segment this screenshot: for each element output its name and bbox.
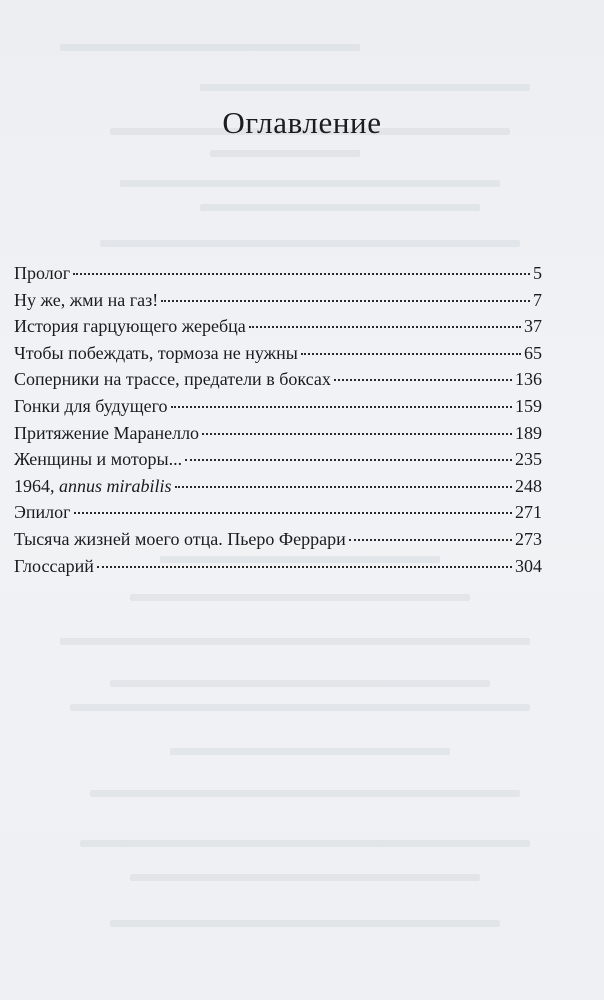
toc-entry-title-plain: 1964,: [14, 475, 59, 496]
toc-entry[interactable]: [14, 446, 542, 473]
toc-entry-page: 189: [515, 422, 542, 443]
toc-entry-title: Пролог: [14, 263, 71, 283]
toc-entry[interactable]: [14, 313, 542, 340]
dot-leader: [249, 325, 521, 328]
toc-entry-page: 159: [515, 395, 542, 416]
toc-entry-title: Чтобы побеждать, тормоза не нужны: [14, 342, 298, 363]
toc-entry-page: 5: [533, 263, 542, 283]
toc-entry-title: Притяжение Маранелло: [14, 422, 200, 443]
toc-entry-page: 65: [524, 342, 542, 363]
toc-entry[interactable]: [14, 499, 542, 526]
toc-entry-title: Тысяча жизней моего отца. Пьеро Феррари: [14, 528, 346, 549]
toc-entry[interactable]: [14, 420, 542, 447]
toc-entry-page: 235: [515, 449, 542, 470]
toc-entry[interactable]: [14, 553, 542, 580]
toc-entry-page: 248: [515, 475, 542, 496]
toc-entry-title: Эпилог: [14, 502, 71, 523]
toc-entry-page: 37: [524, 316, 542, 337]
toc-entry[interactable]: [14, 393, 542, 420]
toc-entry-page: 271: [515, 502, 542, 523]
toc-entry[interactable]: [14, 340, 542, 367]
dot-leader: [74, 511, 512, 514]
toc-entry-title: Соперники на трассе, предатели в боксах: [14, 369, 331, 390]
toc-entry[interactable]: [14, 526, 542, 553]
toc-entry-title: Глоссарий: [14, 555, 94, 576]
dot-leader: [171, 405, 512, 408]
toc-entry-title-italic: annus mirabilis: [59, 475, 172, 496]
page-title: Оглавление: [222, 104, 382, 140]
toc-entry-title: Женщины и моторы...: [14, 449, 183, 470]
dot-leader: [202, 432, 512, 435]
toc-entry-page: 304: [515, 555, 542, 576]
table-of-contents: [14, 260, 542, 579]
toc-entry-page: 273: [515, 528, 542, 549]
dot-leader: [334, 378, 512, 381]
toc-entry[interactable]: [14, 260, 542, 287]
toc-entry-page: 136: [515, 369, 542, 390]
toc-entry[interactable]: [14, 366, 542, 393]
toc-entry-title: Ну же, жми на газ!: [14, 289, 159, 310]
toc-entry-title: Гонки для будущего: [14, 395, 168, 416]
dot-leader: [161, 299, 530, 302]
toc-entry-title: [14, 473, 172, 500]
toc-entry[interactable]: [14, 287, 542, 314]
dot-leader: [175, 485, 512, 488]
dot-leader: [349, 538, 512, 541]
toc-entry-page: 7: [533, 289, 542, 310]
dot-leader: [73, 272, 530, 275]
dot-leader: [97, 565, 512, 568]
toc-entry[interactable]: [14, 473, 542, 500]
toc-entry-title: История гарцующего жеребца: [14, 316, 246, 337]
dot-leader: [185, 458, 512, 461]
dot-leader: [301, 352, 521, 355]
